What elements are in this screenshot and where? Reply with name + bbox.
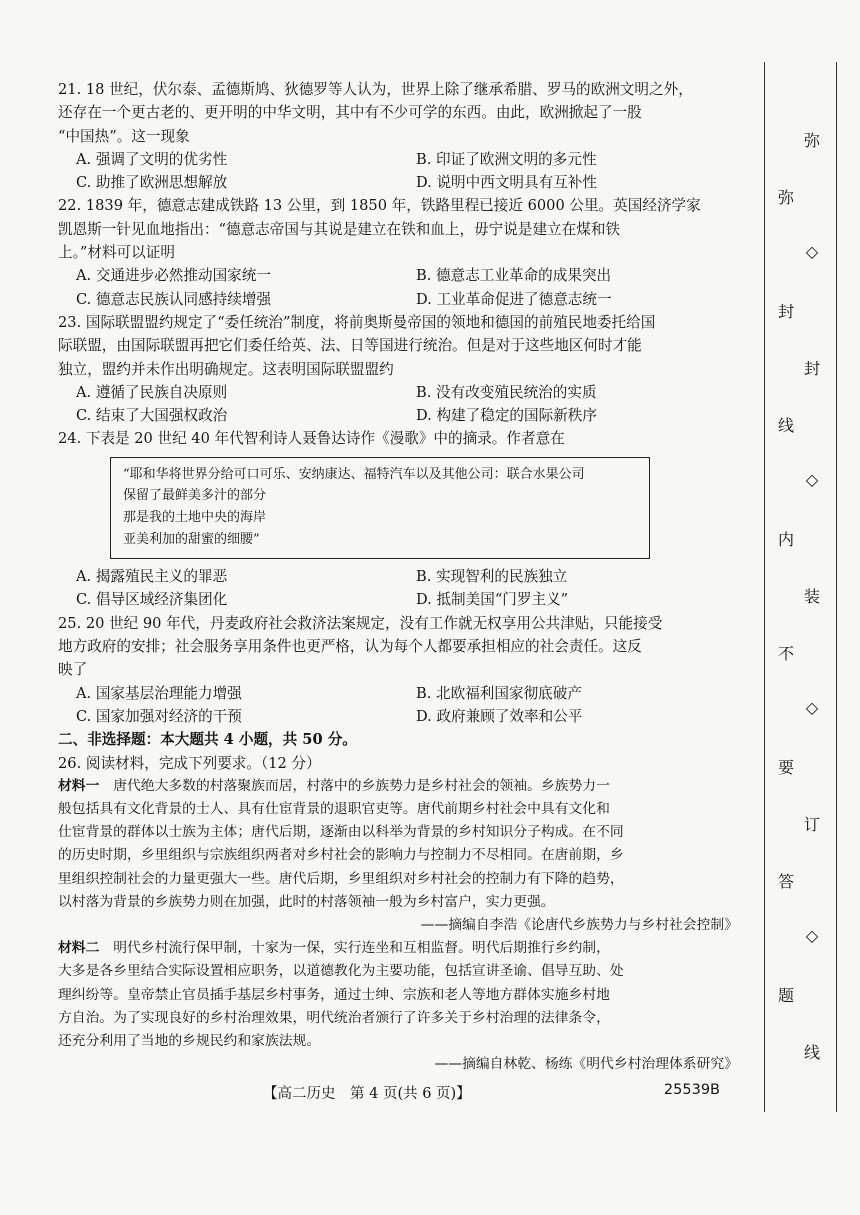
q25-line-3: 映了 <box>58 661 88 679</box>
q22-line-1: 22. 1839 年，德意志建成铁路 13 公里，到 1850 年，铁路里程已接近 6000 公里。英国经济学家 <box>58 197 701 215</box>
m2-line-2: 大多是各乡里结合实际设置相应职务，以道德教化为主要功能，包括宣讲圣谕、倡导互助、处 <box>58 963 624 980</box>
poem-line-3: 那是我的土地中央的海岸 <box>123 509 267 525</box>
diamond-mark: ◇ <box>805 698 819 717</box>
q22-option-d: D. 工业革命促进了德意志统一 <box>416 290 612 308</box>
binding-rule-right <box>836 62 837 1112</box>
seal-char: 线 <box>803 1043 820 1062</box>
poem-line-1: “耶和华将世界分给可口可乐、安纳康达、福特汽车以及其他公司：联合水果公司 <box>123 466 585 482</box>
diamond-mark: ◇ <box>805 242 819 261</box>
seal-char: 题 <box>777 986 794 1005</box>
q22-line-3: 上。”材料可以证明 <box>58 244 175 262</box>
m1-line-5: 里组织控制社会的力量更强大一些。唐代后期，乡里组织对乡村社会的控制力有下降的趋势， <box>58 870 624 887</box>
m2-source: ——摘编自林乾、杨练《明代乡村治理体系研究》 <box>434 1056 738 1073</box>
m2-line-1 <box>58 937 738 960</box>
seal-char: 答 <box>777 872 794 891</box>
q21-line-1: 21. 18 世纪，伏尔泰、孟德斯鸠、狄德罗等人认为，世界上除了继承希腊、罗马的欧洲文明之外， <box>58 81 693 98</box>
q21-options <box>58 148 738 195</box>
m2-line-5: 还充分利用了当地的乡规民约和家族法规。 <box>58 1033 321 1050</box>
q21-option-c: C. 助推了欧洲思想解放 <box>76 174 228 192</box>
q24-option-c: C. 倡导区域经济集团化 <box>76 591 228 609</box>
seal-char: 弥 <box>777 188 794 207</box>
m1-source: ——摘编自李浩《论唐代乡族势力与乡村社会控制》 <box>420 917 738 934</box>
q23-option-a: A. 遵循了民族自决原则 <box>76 383 228 401</box>
seal-char: 装 <box>803 587 820 606</box>
content <box>58 78 738 1076</box>
q24-line-1: 24. 下表是 20 世纪 40 年代智利诗人聂鲁达诗作《漫歌》中的摘录。作者意在 <box>58 430 565 448</box>
q22-options <box>58 264 738 311</box>
q23-option-b: B. 没有改变殖民统治的实质 <box>416 383 597 401</box>
q25-option-b: B. 北欧福利国家彻底破产 <box>416 684 582 702</box>
question-24 <box>58 427 738 611</box>
q25-option-a: A. 国家基层治理能力增强 <box>76 684 242 702</box>
q23-line-2: 际联盟，由国际联盟再把它们委任给英、法、日等国进行统治。但是对于这些地区何时才能 <box>58 337 642 355</box>
q21-line-3: “中国热”。这一现象 <box>58 127 190 145</box>
q23-options <box>58 381 738 428</box>
q24-option-b: B. 实现智利的民族独立 <box>416 568 568 586</box>
m1-line-2: 般包括具有文化背景的士人、具有仕宦背景的退职官吏等。唐代前期乡村社会中具有文化和 <box>58 801 610 817</box>
material-1 <box>58 775 738 937</box>
q24-options <box>58 565 738 612</box>
q22-line-2: 凯恩斯一针见血地指出：“德意志帝国与其说是建立在铁和血上，毋宁说是建立在煤和铁 <box>58 220 621 238</box>
m1-line-4: 的历史时期，乡里组织与宗族组织两者对乡村社会的影响力与控制力不尽相同。在唐前期，乡 <box>58 847 624 864</box>
page-footer <box>0 1082 760 1106</box>
seal-char: 线 <box>777 416 794 435</box>
q21-option-d: D. 说明中西文明具有互补性 <box>416 174 597 192</box>
q26-stem: 26. 阅读材料，完成下列要求。（12 分） <box>58 754 321 772</box>
binding-rule-left <box>764 62 765 1112</box>
q21-line-2: 还存在一个更古老的、更开明的中华文明，其中有不少可学的东西。由此，欧洲掀起了一股 <box>58 104 642 122</box>
m1-text-1: 唐代绝大多数的村落聚族而居，村落中的乡族势力是乡村社会的领袖。乡族势力一 <box>113 777 610 794</box>
q25-option-d: D. 政府兼顾了效率和公平 <box>416 707 583 725</box>
seal-char: 订 <box>803 815 820 834</box>
q22-option-c: C. 德意志民族认同感持续增强 <box>76 290 272 308</box>
q25-line-1: 25. 20 世纪 90 年代，丹麦政府社会救济法案规定，没有工作就无权享用公共津贴，只能接受 <box>58 614 663 632</box>
material-2 <box>58 937 738 1076</box>
m2-line-3: 理纠纷等。皇帝禁止官员插手基层乡村事务，通过士绅、宗族和老人等地方群体实施乡村地 <box>58 986 610 1003</box>
m2-label: 材料二 <box>58 940 100 957</box>
m1-label: 材料一 <box>58 777 100 794</box>
poem-line-4: 亚美利加的甜蜜的细腰” <box>123 531 260 547</box>
q23-line-3: 独立，盟约并未作出明确规定。这表明国际联盟盟约 <box>58 360 394 378</box>
q23-option-c: C. 结束了大国强权政治 <box>76 407 228 425</box>
q25-line-2: 地方政府的安排；社会服务享用条件也更严格，认为每个人都要承担相应的社会责任。这反 <box>58 638 642 656</box>
m1-line-1 <box>58 775 738 798</box>
q22-option-b: B. 德意志工业革命的成果突出 <box>416 267 612 285</box>
q23-line-1: 23. 国际联盟盟约规定了“委任统治”制度，将前奥斯曼帝国的领地和德国的前殖民地委托给国 <box>58 313 656 331</box>
q21-option-a: A. 强调了文明的优劣性 <box>76 150 228 168</box>
q25-options <box>58 682 738 729</box>
q23-option-d: D. 构建了稳定的国际新秩序 <box>416 407 597 425</box>
diamond-mark: ◇ <box>805 470 819 489</box>
q21-option-b: B. 印证了欧洲文明的多元性 <box>416 150 597 168</box>
section-2-heading: 二、非选择题：本大题共 4 小题，共 50 分。 <box>58 731 357 749</box>
poem-box <box>110 457 650 559</box>
m1-line-3: 仕宦背景的群体以士族为主体；唐代后期，逐渐由以科举为背景的乡村知识分子构成。在不同 <box>58 824 624 841</box>
poem-line-2: 保留了最鲜美多汁的部分 <box>123 488 267 504</box>
question-22 <box>58 194 738 310</box>
question-21 <box>58 78 738 194</box>
m2-line-4: 方自治。为了实现良好的乡村治理效果，明代统治者颁行了许多关于乡村治理的法律条令， <box>58 1009 610 1026</box>
seal-char: 要 <box>777 758 794 777</box>
q25-option-c: C. 国家加强对经济的干预 <box>76 707 242 725</box>
m2-text-1: 明代乡村流行保甲制，十家为一保，实行连坐和互相监督。明代后期推行乡约制， <box>113 940 610 957</box>
q24-option-a: A. 揭露殖民主义的罪恶 <box>76 568 228 586</box>
q22-option-a: A. 交通进步必然推动国家统一 <box>76 267 271 285</box>
seal-char: 封 <box>777 302 794 321</box>
seal-char: 不 <box>777 644 794 663</box>
diamond-mark: ◇ <box>805 926 819 945</box>
question-26 <box>58 752 738 1077</box>
m1-line-6: 以村落为背景的乡族势力则在加强，此时的村落领袖一般为乡村富户，实力更强。 <box>58 893 555 910</box>
seal-char: 内 <box>777 530 794 549</box>
q24-option-d: D. 抵制美国“门罗主义” <box>416 591 569 609</box>
footer-page-info: 【高二历史 第 4 页(共 6 页)】 <box>263 1086 471 1102</box>
question-23 <box>58 311 738 427</box>
footer-code: 25539B <box>663 1082 720 1098</box>
seal-char: 弥 <box>803 131 820 150</box>
question-25 <box>58 612 738 728</box>
seal-char: 封 <box>803 359 820 378</box>
